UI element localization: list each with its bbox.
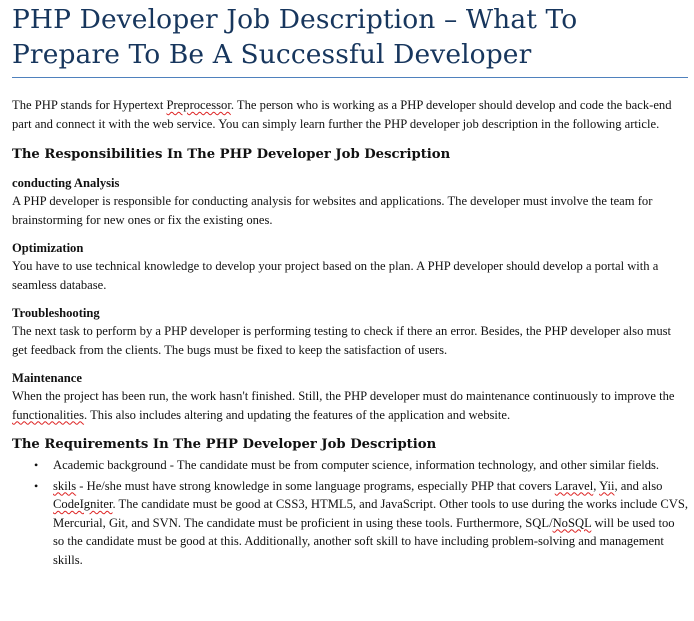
maintenance-text-2: . This also includes altering and updating the features of the application and website. xyxy=(84,407,511,422)
responsibility-optimization xyxy=(12,239,688,294)
bullet-icon: • xyxy=(34,458,39,472)
responsibilities-heading: The Responsibilities In The PHP Developer Job Description xyxy=(12,147,451,162)
responsibility-body: The next task to perform by a PHP developer is performing testing to check if there an error. Besides, the PHP developer also must get feedback from the clients. The bugs must be fixed to keep the satisfaction of users. xyxy=(12,324,672,357)
spelling-flag-codeigniter: CodeIgniter xyxy=(53,497,113,511)
list-item xyxy=(12,456,688,475)
title-divider xyxy=(12,77,688,78)
bullet-icon: • xyxy=(34,478,39,493)
maintenance-text-1: When the project has been run, the work hasn't finished. Still, the PHP developer must do maintenance continuously to improve the xyxy=(12,389,675,403)
spelling-flag-laravel: Laravel xyxy=(554,478,594,493)
intro-text-2: . The person who is working as a PHP developer should develop and code the back-end part and connect it with the web service. You can simply learn further the PHP developer job description in the following article. xyxy=(12,98,672,131)
list-item xyxy=(12,477,688,570)
requirement-text: , xyxy=(593,478,600,493)
responsibility-troubleshooting xyxy=(12,304,688,359)
intro-text-1: The PHP stands for Hypertext xyxy=(12,98,167,112)
responsibility-maintenance xyxy=(12,369,688,424)
intro-paragraph xyxy=(12,96,688,133)
requirements-list xyxy=(12,456,688,569)
responsibility-title: conducting Analysis xyxy=(12,176,120,190)
responsibility-analysis xyxy=(12,174,688,229)
responsibility-body: A PHP developer is responsible for conducting analysis for websites and applications. The developer must involve the team for brainstorming for new ones or fix the existing ones. xyxy=(12,194,653,227)
spelling-flag-preprocessor: Preprocessor xyxy=(166,98,231,112)
spelling-flag-functionalities: functionalities xyxy=(12,407,85,422)
responsibility-title: Optimization xyxy=(12,241,84,255)
spelling-flag-yii: Yii xyxy=(599,478,615,493)
responsibility-body xyxy=(12,387,688,424)
requirement-text: . The candidate must be good at CSS3, HTML5, and JavaScript. Other tools to use during the works include CVS, Mercurial, Git, and SVN. The candidate must be proficient in using these tools. Furthermore, SQL/ xyxy=(53,497,688,530)
requirement-text: Academic background - The candidate must be from computer science, information technology, and other similar fields. xyxy=(53,458,660,472)
requirements-heading: The Requirements In The PHP Developer Job Description xyxy=(12,437,437,452)
spelling-flag-skils: skils xyxy=(53,478,77,493)
responsibility-title: Maintenance xyxy=(12,371,82,385)
spelling-flag-nosql: NoSQL xyxy=(552,515,592,530)
requirement-text: - He/she must have strong knowledge in some language programs, especially PHP that covers xyxy=(76,478,555,493)
page-title: PHP Developer Job Description – What To Prepare To Be A Successful Developer xyxy=(12,4,578,70)
requirement-text: will be used too so the candidate must be good at this. Additionally, another soft skill to have including problem-solving and management skills. xyxy=(53,515,675,567)
document-page xyxy=(12,0,688,571)
requirement-text: , and also xyxy=(614,478,663,493)
responsibility-body: You have to use technical knowledge to develop your project based on the plan. A PHP developer should develop a portal with a seamless database. xyxy=(12,259,659,292)
responsibility-title: Troubleshooting xyxy=(12,306,100,320)
